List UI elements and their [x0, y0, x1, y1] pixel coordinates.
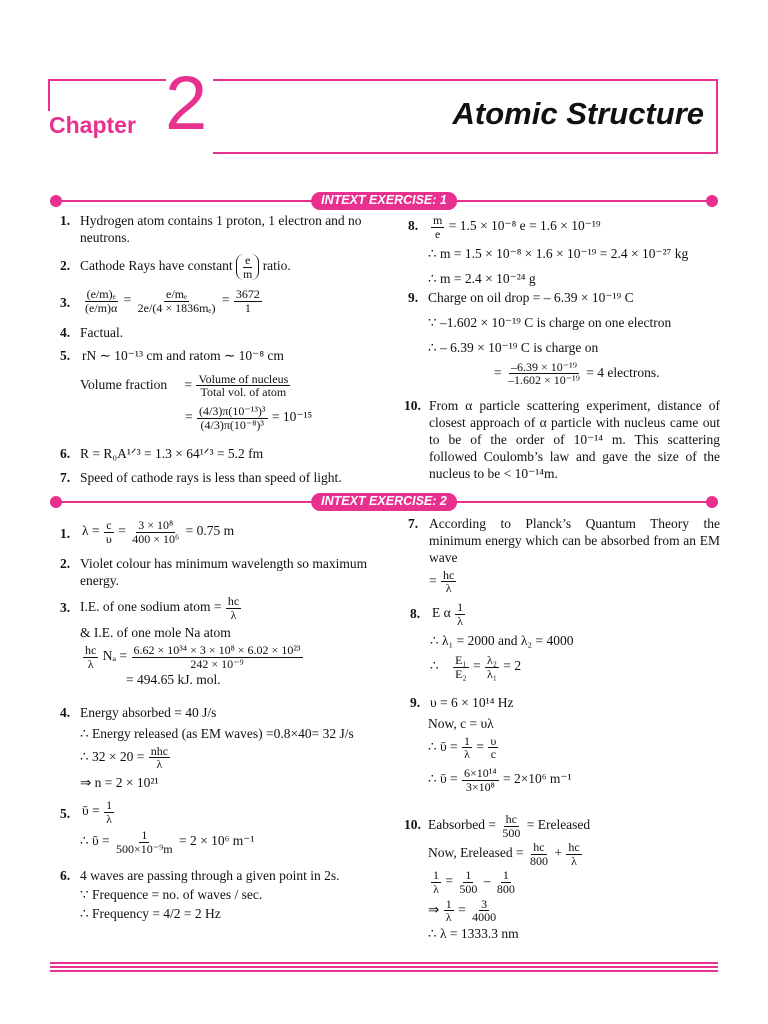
ex1-q7: 7. Speed of cathode rays is less than speed of light. — [60, 470, 342, 485]
ex1-q9: 9. Charge on oil drop = – 6.39 × 10⁻¹⁹ C ∵ –1.602 × 10⁻¹⁹ C is charge on one electron ∴ – 6.39 × 10⁻¹⁹ C is charge on = $\frac{\text{–6.39 × 10⁻¹⁹}}{\text{–1.602 × 10⁻¹⁹}}$ = 4 electrons. — [408, 290, 672, 388]
ex2-q8: 8. E α $\frac{1}{\lambda}$ ∴ λ₁ = 2000 and λ₂ = 4000 ∴ $\frac{\text{E₁}}{\text{E₂}}$ = $\frac{\text{λ₂}}{\text{λ₁}}$ = 2 — [410, 600, 574, 681]
header-frame-left — [48, 79, 166, 111]
ex1-q6: 6. R = R₀A¹ᐟ³ = 1.3 × 64¹ᐟ³ = 5.2 fm — [60, 446, 264, 461]
ex2-q10: 10. Eabsorbed = $\frac{hc}{500}$ = Ereleased Now, Ereleased = $\frac{hc}{800}$ + $\frac{hc}{\lambda}$ $\frac{1}{\lambda}$ = $\frac{1}{500}$ – $\frac{1}{800}$ ⇒ $\frac{1}{\lambda}$ = $\frac{3}{4000}$ ∴ λ = 1333.3 nm — [404, 812, 591, 941]
chapter-label: Chapter — [49, 112, 136, 138]
section-bar-2 — [50, 496, 718, 508]
ex2-q3: 3. I.E. of one sodium atom = $\frac{hc}{\lambda}$ & I.E. of one mole Na atom $\frac{hc}{\lambda}$ Nₐ = $\frac{\text{6.62 × 10³⁴ × 3 × 10⁸ × 6.02 × 10²³}}{\text{242 × 10⁻⁹}}$ = 494.65 kJ. mol. — [60, 594, 301, 688]
chapter-number: 2 — [165, 61, 208, 146]
chapter-title: Atomic Structure — [452, 96, 704, 131]
footer-rule — [50, 962, 718, 974]
ex2-q1: 1. λ = $\frac{c}{\upsilon}$ = $\frac{\text{3 × 10⁸}}{\text{400 × 10⁶}}$ = 0.75 m — [60, 518, 235, 546]
ex1-q2: 2. Cathode Rays have constant $\frac{e}{m}$ ratio. — [60, 253, 291, 281]
section-title-2: INTEXT EXERCISE: 2 — [311, 493, 457, 511]
ex2-q5: 5. ῡ = $\frac{1}{\lambda}$ ∴ ῡ = $\frac{1}{\text{500×10⁻⁹m}}$ = 2 × 10⁶ m⁻¹ — [60, 798, 255, 856]
ex1-q10: 10. From α particle scattering experiment, distance of closest approach of α particle with nucleus came out to be of the order of 10⁻¹⁴ m. This scattering followed Coulomb’s law and gave the size of the nucleus to be < 10⁻¹⁴m. — [404, 398, 720, 481]
ex2-q2: 2. Violet colour has minimum wavelength so maximum energy. — [60, 556, 368, 588]
ex2-q7: 7. According to Planck’s Quantum Theory the minimum energy which can be absorbed from an EM wave = $\frac{hc}{\lambda}$ — [408, 516, 720, 596]
ex1-q8: 8. $\frac{m}{e}$ = 1.5 × 10⁻⁸ e = 1.6 × 10⁻¹⁹ ∴ m = 1.5 × 10⁻⁸ × 1.6 × 10⁻¹⁹ = 2.4 × 10⁻²⁷ kg ∴ m = 2.4 × 10⁻²⁴ g — [408, 213, 689, 287]
section-bar-1 — [50, 195, 718, 207]
section-title-1: INTEXT EXERCISE: 1 — [311, 192, 457, 210]
ex2-q9: 9. υ = 6 × 10¹⁴ Hz Now, c = υλ ∴ ῡ = $\frac{1}{\lambda}$ = $\frac{\upsilon}{c}$ ∴ ῡ = $\frac{\text{6×10¹⁴}}{\text{3×10⁸}}$ = 2×10⁶ m⁻¹ — [410, 695, 572, 794]
ex1-q5: 5. rN ∼ 10⁻¹³ cm and ratom ∼ 10⁻⁸ cm Volume fraction = $\frac{\text{Volume of nucleus}}{\text{Total vol. of atom}}$ = $\frac{\text{(4/3)π(10⁻¹³)³}}{\text{(4/3)π(10⁻⁸)³}}$ = 10⁻¹⁵ — [60, 348, 313, 432]
ex1-q3: 3. $\frac{\text{(e/m)ₑ}}{(e/m)\alpha}$ = $\frac{\text{e/mₑ}}{\text{2e/(4 × 1836mₑ)}}$ = $\frac{3672}{1}$ — [60, 287, 260, 315]
ex1-q1: 1. Hydrogen atom contains 1 proton, 1 electron and no neutrons. — [60, 213, 362, 245]
ex2-q6: 6. 4 waves are passing through a given point in 2s. ∵ Frequence = no. of waves / sec. ∴ Frequency = 4/2 = 2 Hz — [60, 868, 340, 921]
ex2-q4: 4. Energy absorbed = 40 J/s ∴ Energy released (as EM waves) =0.8×40= 32 J/s ∴ 32 × 20 = $\frac{\text{nhc}}{\lambda}$ ⇒ n = 2 × 10²¹ — [60, 705, 354, 790]
ex1-q4: 4. Factual. — [60, 325, 124, 340]
